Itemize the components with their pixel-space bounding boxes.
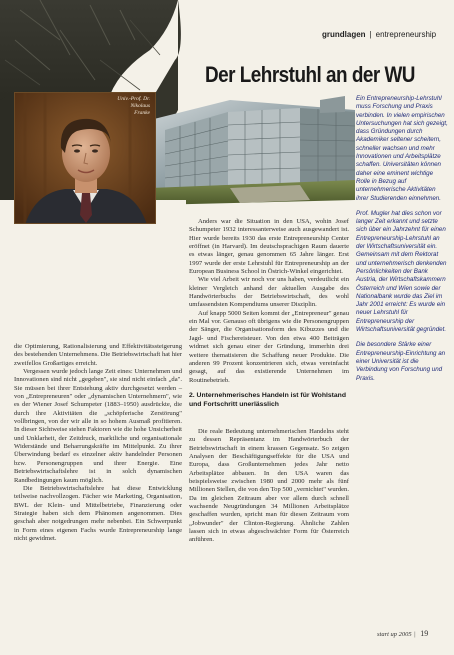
caption-line: Franke <box>134 110 150 116</box>
page-footer <box>377 629 428 638</box>
caption-line: Univ.-Prof. Dr. <box>117 96 150 102</box>
header-divider: | <box>369 30 372 39</box>
portrait-caption <box>78 96 150 117</box>
body-column-left <box>14 343 182 543</box>
page-number: 19 <box>420 629 429 638</box>
sidebar-paragraph: Prof. Mugler hat dies schon vor langer Zeit erkannt und setzte sich über ein Jahrzehnt für einen Entrepreneurship-Lehrstuhl an der Wirtschaftsuniversität ein. Gemeinsam mit dem Rektorat und unternehmerisch denkenden Persönlichkeiten der Bank Austria, der Wirtschaftskammern Österreich und Wien sowie der Nationalbank wurde das Ziel im Jahr 2001 erreicht: Es wurde ein neuer Lehrstuhl für Entrepreneurship der Wirtschaftsuniversität gegründet. <box>356 209 447 334</box>
footer-divider: | <box>414 631 416 638</box>
magazine-name: start up 2005 <box>377 631 412 638</box>
category-label: entrepreneurship <box>375 30 437 39</box>
body-paragraph: Vergessen wurde jedoch lange Zeit eines: Unternehmen und Innovationen sind nicht „gegeben", sie sind nicht einfach „da". Sie müssen bei ihrer Entstehung aktiv durchgesetzt werden – von „Entrepreneuren" oder „dynamischen Unternehmern", wie es der Wiener Josef Schumpeter (1883–1950) ausdrückte, die durch ihre Aktivitäten die „schöpferische Zerstörung" vollbringen, von der wir alle in so hohem Ausmaß profitieren. In dieser Sichtweise stehen Faktoren wie die hohe Unsicherheit und Unklarheit, der Zeitdruck, marktliche und organisationale Widerstände und Beharrungskräfte im Mittelpunkt. Zu ihrer Überwindung bedarf es einzelner aktiv handelnder Personen bzw. Personengruppen und ihrer Energie. Eine Betriebswirtschaftslehre ist in solch dynamischen Randbedingungen kaum möglich. <box>14 368 182 484</box>
body-paragraph: Auf knapp 5000 Seiten kommt der „Entrepreneur" genau ein Mal vor. Genauso oft übrigens wie die Personengruppen der Sänger, die Organisationsform des Kibuzzes und die Jagd- und Fischereisteuer. Von den etwa 400 Beiträgen widmet sich genau einer der Gründung, immerhin drei weitere thematisieren die Schaffung neuer Produkte. Die anderen 99 Prozent konzentrieren sich, etwas vereinfacht gesagt, auf das existierende Unternehmen im Routinebetrieb. <box>189 309 349 384</box>
article-title: Der Lehrstuhl an der WU <box>205 62 415 87</box>
body-column-middle-bottom <box>189 428 349 545</box>
sidebar-column <box>356 95 448 390</box>
section-header <box>322 30 436 39</box>
sidebar-paragraph: Ein Entrepreneurship-Lehrstuhl muss Forschung und Praxis verbinden. In vielen empirischen Untersuchungen hat sich gezeigt, dass Gründungen durch Akademiker seltener scheitern, schneller wachsen und mehr Innovationen und Arbeitsplätze schaffen. Universitäten können daher eine eminent wichtige Rolle in Bezug auf unternehmerische Aktivitäten ihrer Studierenden einnehmen. <box>356 95 448 202</box>
section-label: grundlagen <box>322 30 366 39</box>
body-column-middle-top <box>189 218 349 385</box>
body-paragraph: Die reale Bedeutung unternehmerischen Handelns steht zu dessen Repräsentanz im Handwörterbuch der Betriebswirtschaft in einem krassen Gegensatz. So zeigen Analysen der Beschäftigungseffekte für die USA und Europa, dass Großunternehmen jedes Jahr netto Arbeitsplätze abbauen. In den USA waren das beispielsweise zwischen 1980 und 2000 mehr als fünf Millionen Stellen, die von den Top 500 „vernichtet" wurden. Da im gleichen Zeitraum aber vor allem durch schnell wachsende Neugründungen 34 Millionen Arbeitsplätze geschaffen wurden, spricht man für diesen Zeitraum vom „Jobwunder" der Clinton-Regierung. Ähnliche Zahlen lassen sich in etwas abgeschwächter Form für Österreich anführen. <box>189 428 349 544</box>
section-subheading: 2. Unternehmerisches Handeln ist für Wohlstand und Fortschritt unerlässlich <box>189 392 346 408</box>
caption-line: Nikolaus <box>130 103 150 109</box>
body-paragraph: Wie viel Arbeit wir noch vor uns haben, verdeutlicht ein kleiner Vergleich anhand der aktuellen Ausgabe des Handwörterbuchs der Betriebswirtschaft, des wohl umfassendsten Kompendiums unserer Disziplin. <box>189 276 349 309</box>
body-paragraph: Die Betriebswirtschaftslehre hat diese Entwicklung teilweise nachvollzogen. Fächer wie Marketing, Organisation, BWL der Klein- und Mittelbetriebe, Finanzierung oder Strategie haben sich dem Phänomen angenommen. Dies geschah aber notgedrungen mehr nebenbei. Ein Schwerpunkt in Form eines eigenen Fachs wurde Entrepreneurship lange nicht gewidmet. <box>14 484 182 542</box>
body-paragraph: Anders war die Situation in den USA, wohin Josef Schumpeter 1932 interessanterweise auch ausgewandert ist. Hier wurde bereits 1930 das erste Entrepreneurship Center eröffnet (in Harvard). Im deutschsprachigen Raum dauerte es etwas länger, genau genommen 65 Jahre länger. Erst 1997 wurde der erste Lehrstuhl für Entrepreneurship an der European Business School in Östrich-Winkel eingerichtet. <box>189 218 349 276</box>
body-paragraph: die Optimierung, Rationalisierung und Effektivitätssteigerung des bestehenden Unternehmens. Die Betriebswirtschaft hat hier zweifellos Großartiges erreicht. <box>14 343 182 367</box>
sidebar-paragraph: Die besondere Stärke einer Entrepreneurship-Einrichtung an einer Universität ist die Verbindung von Forschung und Praxis. <box>356 341 446 382</box>
